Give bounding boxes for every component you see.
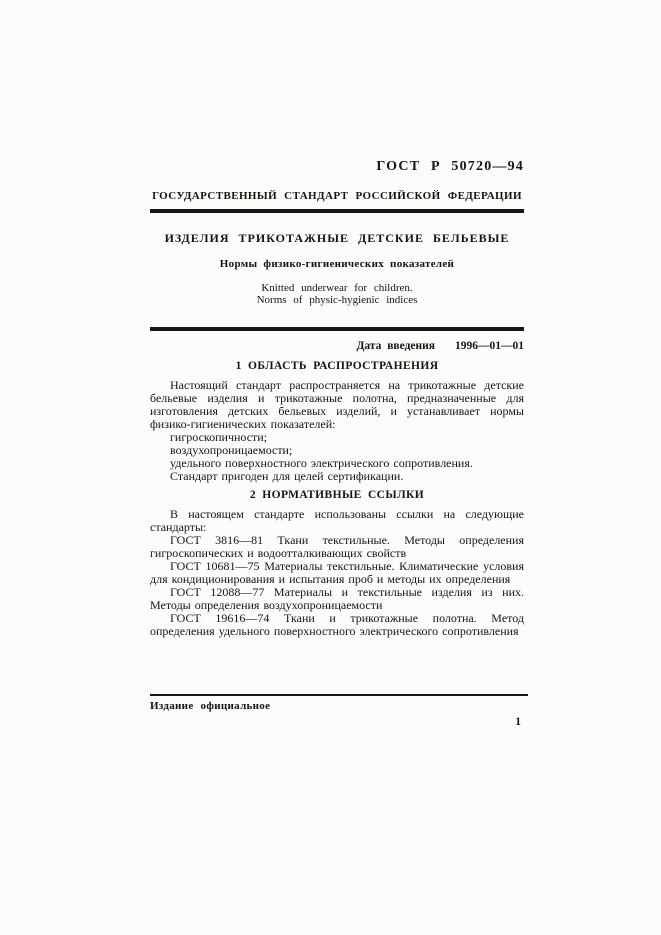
section-1-list-item: гигроскопичности; — [170, 430, 268, 444]
section-1-list-item: воздухопроницаемости; — [170, 443, 293, 457]
page-number: 1 — [515, 716, 521, 728]
footer-thin-rule — [150, 694, 528, 696]
document-title-english — [150, 283, 524, 306]
section-2-paragraph: В настоящем стандарте использованы ссылки на следующие стандарты: — [150, 507, 524, 534]
title-english-line2: Norms of physic-hygienic indices — [256, 293, 418, 306]
federal-standard-header: ГОСУДАРСТВЕННЫЙ СТАНДАРТ РОССИЙСКОЙ ФЕДЕРАЦИИ — [152, 190, 522, 202]
official-edition-note: Издание официальное — [150, 700, 271, 712]
title-english-line1: Knitted underwear for children. — [261, 282, 413, 294]
section-2-reference: ГОСТ 19616—74 Ткани и трикотажные полотна. Метод определения удельного поверхностного электрического сопротивления — [150, 611, 524, 638]
section-normative-references — [150, 489, 524, 638]
middle-thick-rule — [150, 327, 524, 331]
document-title: ИЗДЕЛИЯ ТРИКОТАЖНЫЕ ДЕТСКИЕ БЕЛЬЕВЫЕ — [164, 231, 510, 245]
introduction-date-value: 1996—01—01 — [455, 340, 524, 352]
top-thick-rule — [150, 209, 524, 213]
section-1-heading: 1 ОБЛАСТЬ РАСПРОСТРАНЕНИЯ — [235, 360, 439, 372]
introduction-date-label: Дата введения — [356, 340, 435, 352]
section-2-reference: ГОСТ 3816—81 Ткани текстильные. Методы определения гигроскопических и водоотталкивающих свойств — [150, 533, 524, 560]
section-2-reference: ГОСТ 12088—77 Материалы и текстильные изделия из них. Методы определения воздухопроницаемости — [150, 585, 524, 612]
introduction-date-line — [150, 340, 524, 352]
section-scope — [150, 360, 524, 483]
doc-code: ГОСТ Р 50720—94 — [376, 159, 524, 174]
document-subtitle: Нормы физико-гигиенических показателей — [219, 258, 455, 270]
section-2-heading: 2 НОРМАТИВНЫЕ ССЫЛКИ — [249, 489, 425, 501]
section-1-paragraph: Настоящий стандарт распространяется на трикотажные детские бельевые изделия и трикотажные полотна, предназначенные для изготовления детских бельевых изделий, и устанавливает нормы физико-гигиенических показателей: — [150, 378, 524, 431]
section-2-reference: ГОСТ 10681—75 Материалы текстильные. Климатические условия для кондиционирования и испытания проб и методы их определения — [150, 559, 524, 586]
section-1-list-item: удельного поверхностного электрического сопротивления. — [170, 456, 473, 470]
section-1-paragraph: Стандарт пригоден для целей сертификации. — [170, 469, 404, 483]
